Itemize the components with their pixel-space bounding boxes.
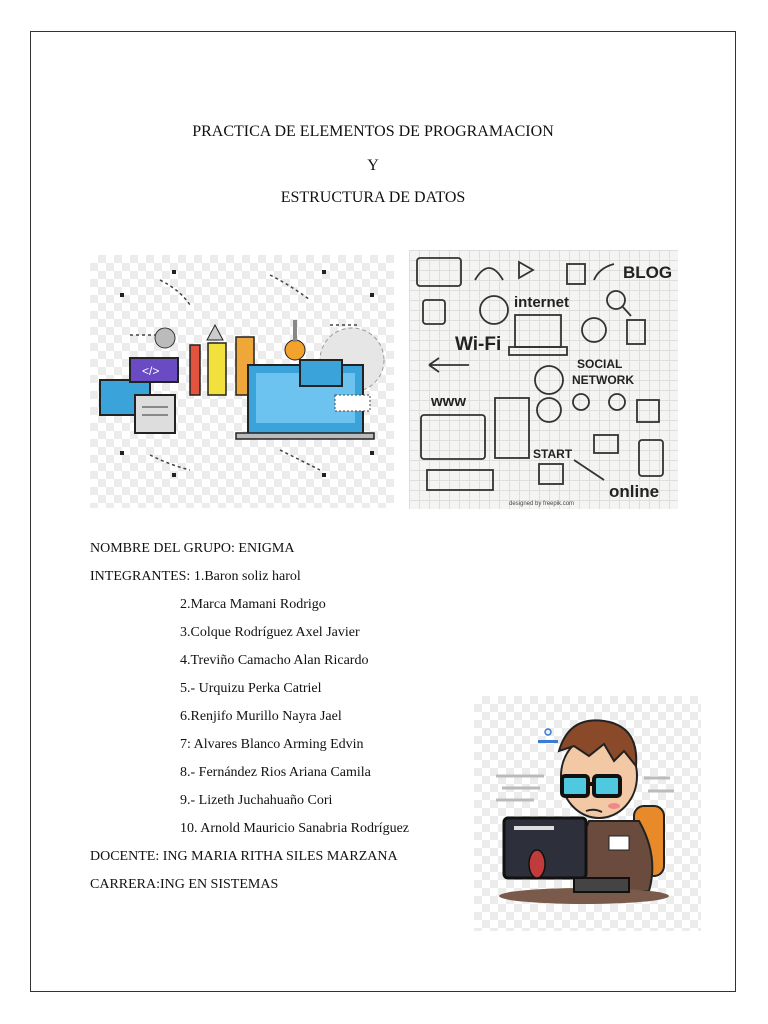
doodle-wifi: Wi-Fi [455,334,502,355]
teacher-line: DOCENTE: ING MARIA RITHA SILES MARZANA [90,849,398,864]
member-line: 3.Colque Rodríguez Axel Javier [180,625,360,640]
document-title-line-3: ESTRUCTURA DE DATOS [280,189,466,206]
programming-tools-illustration [90,255,394,508]
member-line: 2.Marca Mamani Rodrigo [180,597,326,612]
doodle-start: START [533,447,573,461]
member-line: 7: Alvares Blanco Arming Edvin [180,737,364,752]
doodle-internet: internet [514,294,570,311]
document-title-line-2: Y [367,157,379,174]
group-name-line: NOMBRE DEL GRUPO: ENIGMA [90,541,295,556]
member-line: 5.- Urquizu Perka Catriel [180,681,322,696]
doodle-www: www [431,393,467,410]
doodle-social: SOCIAL [577,357,623,371]
doodle-credit: designed by freepik.com [509,501,575,507]
programmer-illustration [474,696,701,931]
doodle-blog: BLOG [623,263,673,282]
member-line: 8.- Fernández Rios Ariana Camila [180,765,371,780]
member-line: 10. Arnold Mauricio Sanabria Rodríguez [180,821,410,836]
doodle-network: NETWORK [572,373,634,387]
career-line: CARRERA:ING EN SISTEMAS [90,877,279,892]
doodle-online: online [609,482,660,501]
member-line: 6.Renjifo Murillo Nayra Jael [180,709,342,724]
members-label-line: INTEGRANTES: 1.Baron soliz harol [90,569,301,584]
member-line: 9.- Lizeth Juchahuaño Cori [180,793,333,808]
member-line: 4.Treviño Camacho Alan Ricardo [180,653,369,668]
internet-doodles-illustration [409,250,678,509]
svg-text:</>: </> [142,364,160,378]
document-title-line-1: PRACTICA DE ELEMENTOS DE PROGRAMACION [192,123,554,140]
